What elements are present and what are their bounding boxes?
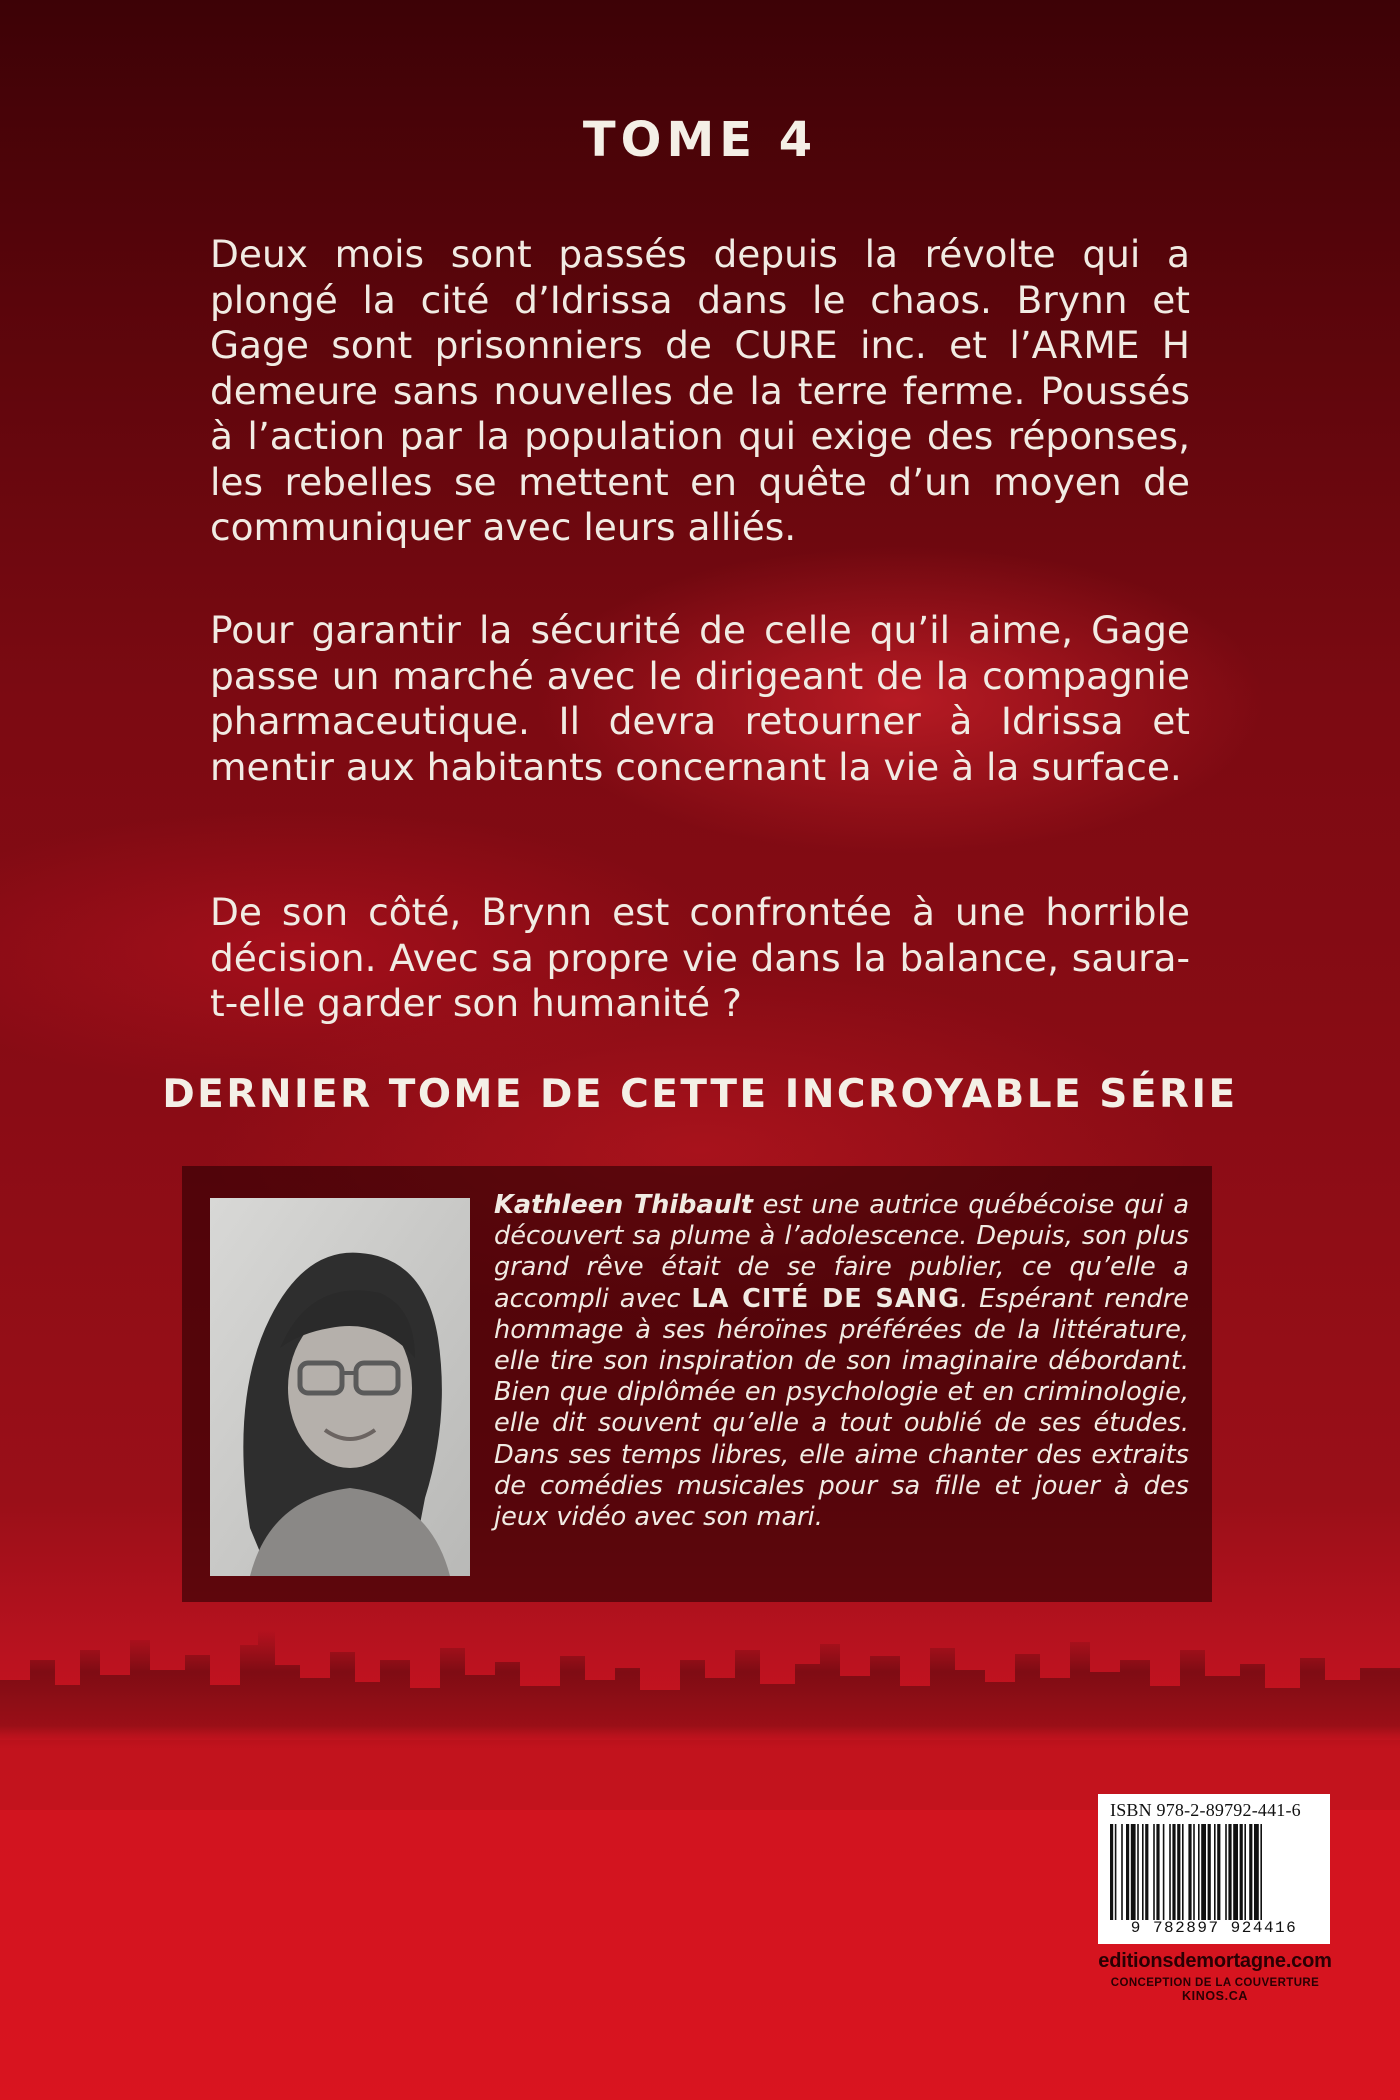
- publisher-info: [1060, 1950, 1370, 2003]
- barcode-bar: [1163, 1824, 1165, 1920]
- barcode-bar: [1244, 1824, 1246, 1920]
- barcode-bar: [1169, 1824, 1171, 1920]
- isbn-number: ISBN 978-2-89792-441-6: [1110, 1800, 1301, 1820]
- barcode-bar: [1254, 1824, 1259, 1920]
- barcode-digits: 9 782897 924416: [1130, 1919, 1298, 1937]
- city-skyline-illustration: [0, 1590, 1400, 1810]
- barcode-bar: [1201, 1824, 1206, 1920]
- barcode-bar: [1110, 1824, 1113, 1920]
- barcode-bar: [1249, 1824, 1252, 1920]
- barcode-bar: [1260, 1824, 1262, 1920]
- barcode-bar: [1193, 1824, 1195, 1920]
- barcode-bar: [1153, 1824, 1155, 1920]
- barcode-bar: [1208, 1824, 1211, 1920]
- barcode-bar: [1198, 1824, 1200, 1920]
- volume-label: TOME 4: [582, 112, 818, 168]
- barcode-bar: [1131, 1824, 1136, 1920]
- isbn-barcode-block: [1098, 1794, 1330, 1944]
- barcode-bar: [1121, 1824, 1123, 1920]
- barcode-bar: [1217, 1824, 1220, 1920]
- series-tagline: DERNIER TOME DE CETTE INCROYABLE SÉRIE: [162, 1072, 1238, 1117]
- author-photo: [210, 1198, 470, 1576]
- cover-credit-label: CONCEPTION DE LA COUVERTURE: [1110, 1977, 1320, 1989]
- barcode-bar: [1225, 1824, 1227, 1920]
- cover-credit-name: KINOS.CA: [1182, 1989, 1248, 2003]
- barcode-bar: [1142, 1824, 1144, 1920]
- barcode-bar: [1228, 1824, 1231, 1920]
- barcode-bar: [1177, 1824, 1180, 1920]
- barcode-bar: [1240, 1824, 1243, 1920]
- publisher-website[interactable]: editionsdemortagne.com: [1098, 1950, 1332, 1972]
- barcode-bar: [1188, 1824, 1191, 1920]
- barcode-bar: [1233, 1824, 1238, 1920]
- summary-paragraph-2: Pour garantir la sécurité de celle qu’il aime, Gage passe un marché avec le dirigeant de la compagnie pharmaceutique. Il devra retourner à Idrissa et mentir aux habitants concernant la vie à la surface.: [210, 608, 1190, 789]
- barcode-bar: [1145, 1824, 1148, 1920]
- bio-text-part-2: . Espérant rendre hommage à ses héroïnes préférées de la littérature, elle tire son inspiration de son imaginaire débordant. Bien que diplômée en psychologie et en criminologie, elle dit souvent qu’elle a tout oublié de ses études. Dans ses temps libres, elle aime chanter des extraits de comédies musicales pour sa fille et jouer à des jeux vidéo avec son mari.: [494, 1283, 1189, 1533]
- barcode-bar: [1214, 1824, 1216, 1920]
- series-title: LA CITÉ DE SANG: [691, 1283, 961, 1314]
- barcode-bar: [1182, 1824, 1184, 1920]
- barcode-bar: [1115, 1824, 1117, 1920]
- author-biography: [494, 1190, 1189, 1533]
- barcode-bar: [1137, 1824, 1139, 1920]
- summary-paragraph-3: De son côté, Brynn est confrontée à une horrible décision. Avec sa propre vie dans la balance, saura-t-elle garder son humanité ?: [210, 890, 1190, 1025]
- barcode: [1110, 1824, 1318, 1920]
- bio-text-part-1: est une autrice québécoise qui a découvert sa plume à l’adolescence. Depuis, son plus grand rêve était de se faire publier, ce qu’elle a accompli avec: [494, 1190, 1190, 1314]
- author-name: Kathleen Thibault: [494, 1190, 753, 1220]
- summary-paragraph-1: Deux mois sont passés depuis la révolte qui a plongé la cité d’Idrissa dans le chaos. Brynn et Gage sont prisonniers de CURE inc. et l’ARME H demeure sans nouvelles de la terre ferme. Poussés à l’action par la population qui exige des réponses, les rebelles se mettent en quête d’un moyen de communiquer avec leurs alliés.: [210, 232, 1190, 549]
- barcode-bar: [1156, 1824, 1159, 1920]
- barcode-bar: [1126, 1824, 1129, 1920]
- barcode-bar: [1172, 1824, 1175, 1920]
